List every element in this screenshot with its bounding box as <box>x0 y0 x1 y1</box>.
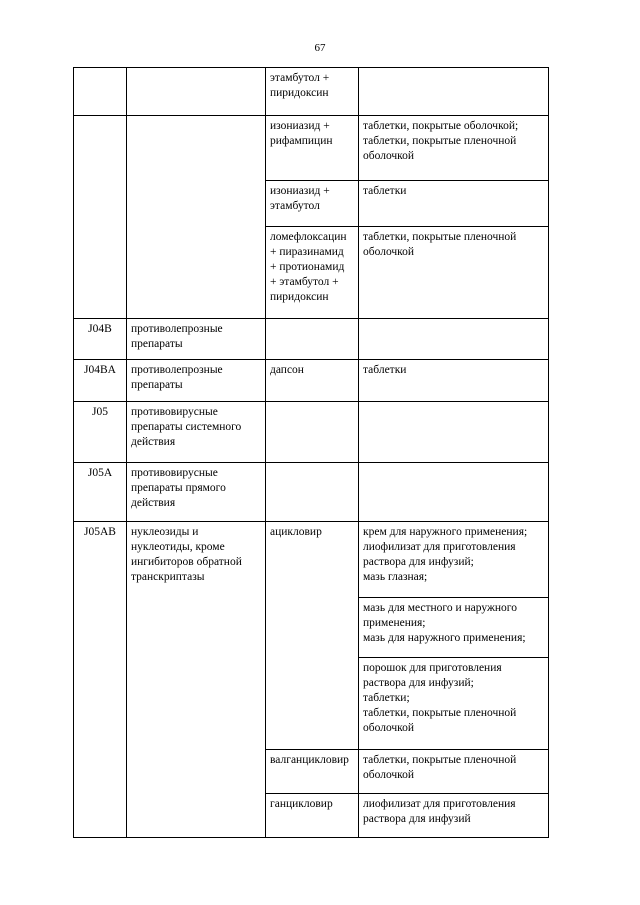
drug-name-line: рифампицин <box>270 135 333 147</box>
dosage-form-cell <box>359 402 549 463</box>
dosage-form-line: раствора для инфузий; <box>363 677 474 689</box>
medication-table <box>73 67 549 838</box>
dosage-form-cell <box>359 794 549 838</box>
dosage-form-line: оболочкой <box>363 722 415 734</box>
group-name-line: нуклеотиды, кроме <box>131 541 225 553</box>
dosage-form-line: порошок для приготовления <box>363 662 502 674</box>
dosage-form-cell <box>359 522 549 598</box>
drug-name-cell <box>266 116 359 181</box>
group-name-line: препараты <box>131 379 183 391</box>
group-name-cell <box>127 68 266 116</box>
dosage-form-cell <box>359 360 549 402</box>
dosage-form-cell <box>359 750 549 794</box>
dosage-form-line: таблетки <box>363 364 407 376</box>
dosage-form-line: мазь для наружного применения; <box>363 632 526 644</box>
drug-name-cell <box>266 227 359 319</box>
table-row <box>74 68 549 116</box>
group-name-cell <box>127 402 266 463</box>
group-name-line: препараты прямого <box>131 482 226 494</box>
dosage-form-cell <box>359 181 549 227</box>
group-name-cell <box>127 319 266 360</box>
group-name-line: противовирусные <box>131 467 218 479</box>
drug-name-line: пиридоксин <box>270 291 329 303</box>
group-name-line: противолепрозные <box>131 323 223 335</box>
atc-code-cell: J05 <box>74 402 127 463</box>
dosage-form-line: раствора для инфузий; <box>363 556 474 568</box>
drug-name-cell <box>266 750 359 794</box>
dosage-form-line: таблетки, покрытые пленочной <box>363 231 517 243</box>
table-row <box>74 522 549 598</box>
drug-name-cell <box>266 794 359 838</box>
drug-name-line: дапсон <box>270 364 304 376</box>
atc-code-cell: J04B <box>74 319 127 360</box>
dosage-form-line: таблетки; <box>363 692 410 704</box>
drug-name-line: этамбутол + <box>270 72 330 84</box>
group-name-line: препараты <box>131 338 183 350</box>
dosage-form-line: таблетки, покрытые пленочной <box>363 707 517 719</box>
group-name-cell <box>127 360 266 402</box>
dosage-form-line: таблетки, покрытые пленочной <box>363 135 517 147</box>
drug-name-cell <box>266 463 359 522</box>
group-name-line: транскриптазы <box>131 571 205 583</box>
group-name-cell <box>127 522 266 838</box>
dosage-form-line: раствора для инфузий <box>363 813 471 825</box>
dosage-form-line: мазь для местного и наружного <box>363 602 517 614</box>
dosage-form-cell <box>359 319 549 360</box>
drug-name-cell <box>266 319 359 360</box>
page-number: 67 <box>314 42 326 54</box>
dosage-form-cell <box>359 463 549 522</box>
drug-name-line: ломефлоксацин <box>270 231 347 243</box>
drug-name-line: + этамбутол + <box>270 276 339 288</box>
table-row <box>74 463 549 522</box>
dosage-form-cell <box>359 658 549 750</box>
drug-name-cell <box>266 402 359 463</box>
group-name-line: противолепрозные <box>131 364 223 376</box>
group-name-line: ингибиторов обратной <box>131 556 242 568</box>
atc-code-cell: J05A <box>74 463 127 522</box>
group-name-line: нуклеозиды и <box>131 526 199 538</box>
drug-name-cell <box>266 522 359 750</box>
atc-code-cell: J05AB <box>74 522 127 838</box>
dosage-form-cell <box>359 68 549 116</box>
drug-name-line: пиридоксин <box>270 87 329 99</box>
atc-code-cell <box>74 116 127 319</box>
atc-code-cell <box>74 68 127 116</box>
drug-name-line: этамбутол <box>270 200 320 212</box>
dosage-form-line: лиофилизат для приготовления <box>363 541 516 553</box>
drug-name-line: валганцикловир <box>270 754 349 766</box>
dosage-form-cell <box>359 116 549 181</box>
drug-name-cell <box>266 181 359 227</box>
drug-name-line: изониазид + <box>270 185 330 197</box>
group-name-line: препараты системного <box>131 421 242 433</box>
dosage-form-line: оболочкой <box>363 769 415 781</box>
dosage-form-line: оболочкой <box>363 246 415 258</box>
dosage-form-line: таблетки <box>363 185 407 197</box>
dosage-form-line: таблетки, покрытые пленочной <box>363 754 517 766</box>
drug-name-cell <box>266 360 359 402</box>
dosage-form-cell <box>359 598 549 658</box>
dosage-form-line: таблетки, покрытые оболочкой; <box>363 120 519 132</box>
group-name-line: противовирусные <box>131 406 218 418</box>
group-name-line: действия <box>131 497 176 509</box>
table-row <box>74 360 549 402</box>
group-name-cell <box>127 463 266 522</box>
table-row <box>74 116 549 181</box>
drug-name-line: изониазид + <box>270 120 330 132</box>
dosage-form-cell <box>359 227 549 319</box>
group-name-cell <box>127 116 266 319</box>
atc-code-cell: J04BA <box>74 360 127 402</box>
dosage-form-line: оболочкой <box>363 150 415 162</box>
table-row <box>74 402 549 463</box>
dosage-form-line: крем для наружного применения; <box>363 526 528 538</box>
dosage-form-line: применения; <box>363 617 426 629</box>
drug-name-line: ацикловир <box>270 526 322 538</box>
dosage-form-line: мазь глазная; <box>363 571 428 583</box>
group-name-line: действия <box>131 436 176 448</box>
drug-name-cell <box>266 68 359 116</box>
drug-name-line: + пиразинамид <box>270 246 344 258</box>
table-row <box>74 319 549 360</box>
dosage-form-line: лиофилизат для приготовления <box>363 798 516 810</box>
drug-name-line: ганцикловир <box>270 798 333 810</box>
drug-name-line: + протионамид <box>270 261 345 273</box>
